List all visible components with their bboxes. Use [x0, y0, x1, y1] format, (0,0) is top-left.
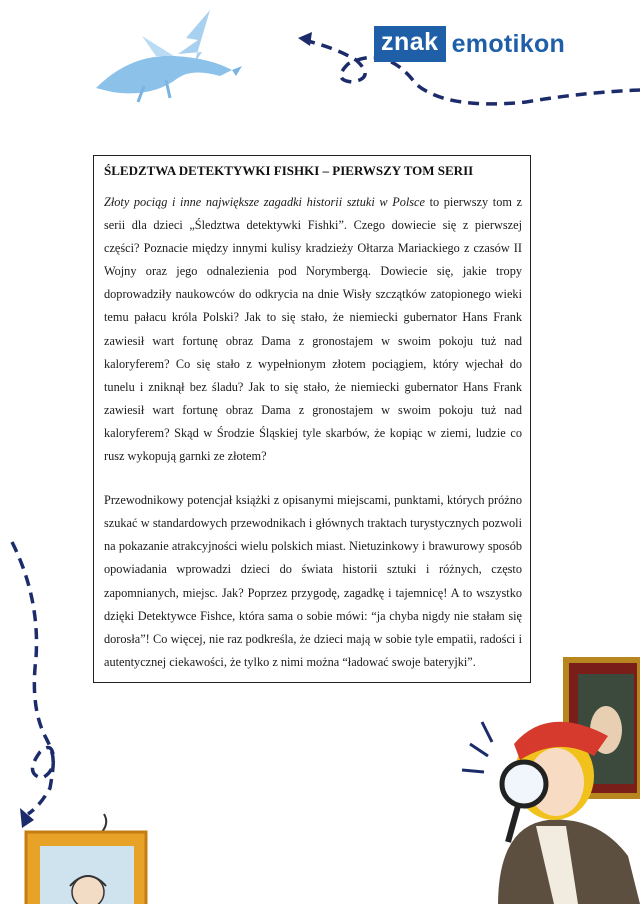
article-heading: ŚLEDZTWA DETEKTYWKI FISHKI – PIERWSZY TOM SERII	[104, 163, 474, 178]
article-box	[93, 155, 531, 683]
dragon-illustration	[82, 6, 242, 106]
paragraph-1-text: to pierwszy tom z serii dla dzieci „Śledztwa detektywki Fishki”. Czego dowiecie się z pierwszej części? Poznacie między innymi kulisy kradzieży Ołtarza Mariackiego z czasów II Wojny oraz jego odnalezienia pod Norymbergą. Dowiecie się, jakie tropy doprowadziły naukowców do odkrycia na dnie Wisły szczątków zatopionego wieki temu pałacu króla Polski? Jak to się stało, że niemiecki gubernator Hans Frank zawiesił wart fortunę obraz Dama z gronostajem w swoim pokoju tuż nad kaloryferem? Co się stało z wypełnionym złotem pociągiem, który wjechał do tunelu i zniknął bez śladu? Jak to się stało, że niemiecki gubernator Hans Frank zawiesił wart fortunę obraz Dama z gronostajem w swoim pokoju tuż nad kaloryferem? Skąd w Środzie Śląskiej tyle skarbów, że kopiąc w ziemi, ludzie co rusz wykopują garnki ze złotem?	[104, 195, 522, 464]
book-title: Złoty pociąg i inne największe zagadki historii sztuki w Polsce	[104, 195, 425, 209]
paragraph-1	[104, 191, 522, 468]
logo-emotikon: emotikon	[451, 29, 566, 58]
detective-fishka-illustration	[458, 656, 640, 904]
framed-portrait-illustration	[18, 812, 148, 904]
znak-emotikon-logo[interactable]	[374, 26, 565, 62]
logo-znak: znak	[374, 26, 446, 62]
paragraph-2: Przewodnikowy potencjał książki z opisanymi miejscami, punktami, których próżno szukać w standardowych przewodnikach i głównych traktach turystycznych pozwoli na pokazanie atrakcyjności wielu polskich miast. Nietuzinkowy i brawurowy sposób opowiadania wprowadzi dzieci do świata historii sztuki i różnych, często zapomnianych, miejsc. Jak? Poprzez przygodę, zagadkę i tajemnicę! A to wszystko dzięki Detektywce Fishce, która sama o sobie mówi: “ja chyba nigdy nie stałam się dorosła”! Co więcej, nie raz podkreśla, że dzieci mają w sobie tyle empatii, radości i autentycznej ciekawości, że tylko z nimi można “ładować swoje bateryjki”.	[104, 493, 522, 669]
dashed-arrow-left	[0, 538, 80, 828]
